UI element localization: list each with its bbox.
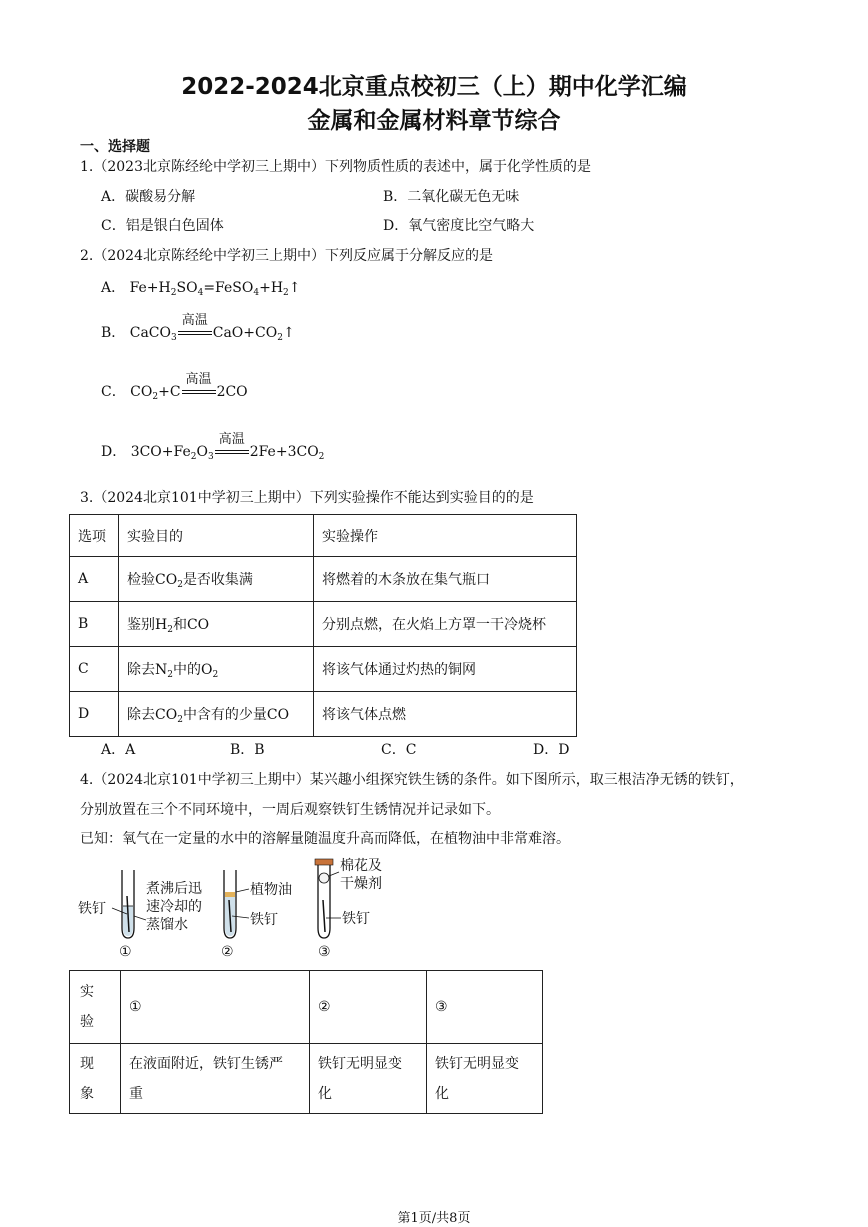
q4-obs-3: 铁钉无明显变 化 bbox=[427, 1044, 543, 1114]
test-tube-3 bbox=[315, 859, 341, 938]
q4-stem-line2: 分别放置在三个不同环境中，一周后观察铁钉生锈情况并记录如下。 bbox=[80, 802, 500, 818]
q2-option-d-equation: $3CO+Fe_2O_3$ 高温 $2Fe+3CO_2$ bbox=[130, 432, 325, 462]
label-nail-2: 铁钉 bbox=[250, 912, 278, 928]
q1-option-c: C．铝是银白色固体 bbox=[101, 218, 224, 234]
q4-table bbox=[69, 970, 543, 1114]
q2-option-a-label: A． bbox=[101, 280, 126, 296]
q3-choice-a: A．A bbox=[101, 742, 136, 758]
test-tube-1 bbox=[112, 870, 146, 938]
table-row bbox=[70, 1044, 543, 1114]
q2-option-c bbox=[101, 372, 248, 402]
q4-exp-2: ② bbox=[310, 971, 427, 1044]
label-water-3: 蒸馏水 bbox=[146, 917, 188, 933]
page-subtitle: 金属和金属材料章节综合 bbox=[307, 108, 561, 134]
q3-stem: 3.（2024北京101中学初三上期中）下列实验操作不能达到实验目的的是 bbox=[80, 490, 534, 506]
q2-option-a bbox=[101, 277, 301, 298]
q3-cell-option: C bbox=[70, 647, 119, 692]
q3-cell-purpose: 除去$N_2$中的$O_2$ bbox=[119, 647, 314, 692]
q3-cell-action: 将该气体点燃 bbox=[314, 692, 577, 737]
q4-header-observation: 现 象 bbox=[70, 1044, 121, 1114]
q2-option-d-label: D． bbox=[101, 444, 127, 460]
label-nail-3: 铁钉 bbox=[342, 911, 370, 927]
q2-option-b-equation: CaCO$_3$ 高温 $CaO+CO_2↑$ bbox=[129, 313, 295, 343]
q3-cell-action: 分别点燃，在火焰上方罩一干冷烧杯 bbox=[314, 602, 577, 647]
nail-icon bbox=[323, 900, 325, 932]
q4-exp-1: ① bbox=[121, 971, 310, 1044]
page-title: 2022-2024北京重点校初三（上）期中化学汇编 bbox=[181, 74, 687, 100]
q1-option-b: B．二氧化碳无色无味 bbox=[383, 189, 520, 205]
q3-cell-option: B bbox=[70, 602, 119, 647]
q3-cell-purpose: 检验$CO_2$是否收集满 bbox=[119, 557, 314, 602]
q3-choice-d: D．D bbox=[533, 742, 570, 758]
q3-header-option: 选项 bbox=[70, 515, 119, 557]
table-row bbox=[70, 515, 577, 557]
q1-option-d: D．氧气密度比空气略大 bbox=[383, 218, 535, 234]
label-oil: 植物油 bbox=[250, 882, 292, 898]
table-row bbox=[70, 557, 577, 602]
q3-cell-action: 将该气体通过灼热的铜网 bbox=[314, 647, 577, 692]
test-tube-2 bbox=[224, 870, 249, 938]
cotton-icon bbox=[319, 873, 329, 883]
label-cotton-1: 棉花及 bbox=[340, 858, 382, 874]
q3-choice-b: B．B bbox=[230, 742, 265, 758]
table-row bbox=[70, 602, 577, 647]
label-cotton-2: 干燥剂 bbox=[340, 876, 382, 892]
table-row bbox=[70, 971, 543, 1044]
q4-stem-line1: 4.（2024北京101中学初三上期中）某兴趣小组探究铁生锈的条件。如下图所示，取三根洁净无锈的铁钉， bbox=[80, 772, 744, 788]
q3-header-action: 实验操作 bbox=[314, 515, 577, 557]
q2-option-c-equation: $CO_2+C$ 高温 2CO bbox=[130, 372, 248, 402]
q3-cell-option: A bbox=[70, 557, 119, 602]
q1-option-a: A．碳酸易分解 bbox=[101, 189, 196, 205]
page-footer: 第1页/共8页 bbox=[397, 1211, 471, 1226]
q4-header-experiment: 实 验 bbox=[70, 971, 121, 1044]
q2-option-a-equation: $Fe+H_2SO_4=FeSO_4+H_2↑$ bbox=[129, 280, 301, 298]
q2-option-b-label: B． bbox=[101, 325, 126, 341]
q2-option-b bbox=[101, 313, 295, 343]
q3-cell-purpose: 除去$CO_2$中含有的少量CO bbox=[119, 692, 314, 737]
label-num-3: ③ bbox=[318, 944, 331, 960]
table-row bbox=[70, 647, 577, 692]
q2-option-c-label: C． bbox=[101, 384, 126, 400]
label-nail-1: 铁钉 bbox=[78, 901, 106, 917]
q1-stem: 1.（2023北京陈经纶中学初三上期中）下列物质性质的表述中，属于化学性质的是 bbox=[80, 159, 591, 175]
q3-cell-action: 将燃着的木条放在集气瓶口 bbox=[314, 557, 577, 602]
q3-table bbox=[69, 514, 577, 737]
q3-header-purpose: 实验目的 bbox=[119, 515, 314, 557]
section-label: 一、选择题 bbox=[80, 139, 150, 155]
stopper-icon bbox=[315, 859, 333, 865]
q4-test-tube-figure bbox=[76, 856, 406, 964]
q4-exp-3: ③ bbox=[427, 971, 543, 1044]
q4-obs-2: 铁钉无明显变 化 bbox=[310, 1044, 427, 1114]
q3-cell-purpose: 鉴别$H_2$和CO bbox=[119, 602, 314, 647]
label-num-2: ② bbox=[221, 944, 234, 960]
q3-choice-c: C．C bbox=[381, 742, 417, 758]
q2-option-d bbox=[101, 432, 325, 462]
label-num-1: ① bbox=[119, 944, 132, 960]
table-row bbox=[70, 692, 577, 737]
q4-known: 已知：氧气在一定量的水中的溶解量随温度升高而降低，在植物油中非常难溶。 bbox=[80, 831, 570, 847]
label-water-1: 煮沸后迅 bbox=[146, 881, 202, 897]
label-water-2: 速冷却的 bbox=[146, 899, 202, 915]
q4-obs-1: 在液面附近，铁钉生锈严 重 bbox=[121, 1044, 310, 1114]
q2-stem: 2.（2024北京陈经纶中学初三上期中）下列反应属于分解反应的是 bbox=[80, 248, 493, 264]
q3-cell-option: D bbox=[70, 692, 119, 737]
